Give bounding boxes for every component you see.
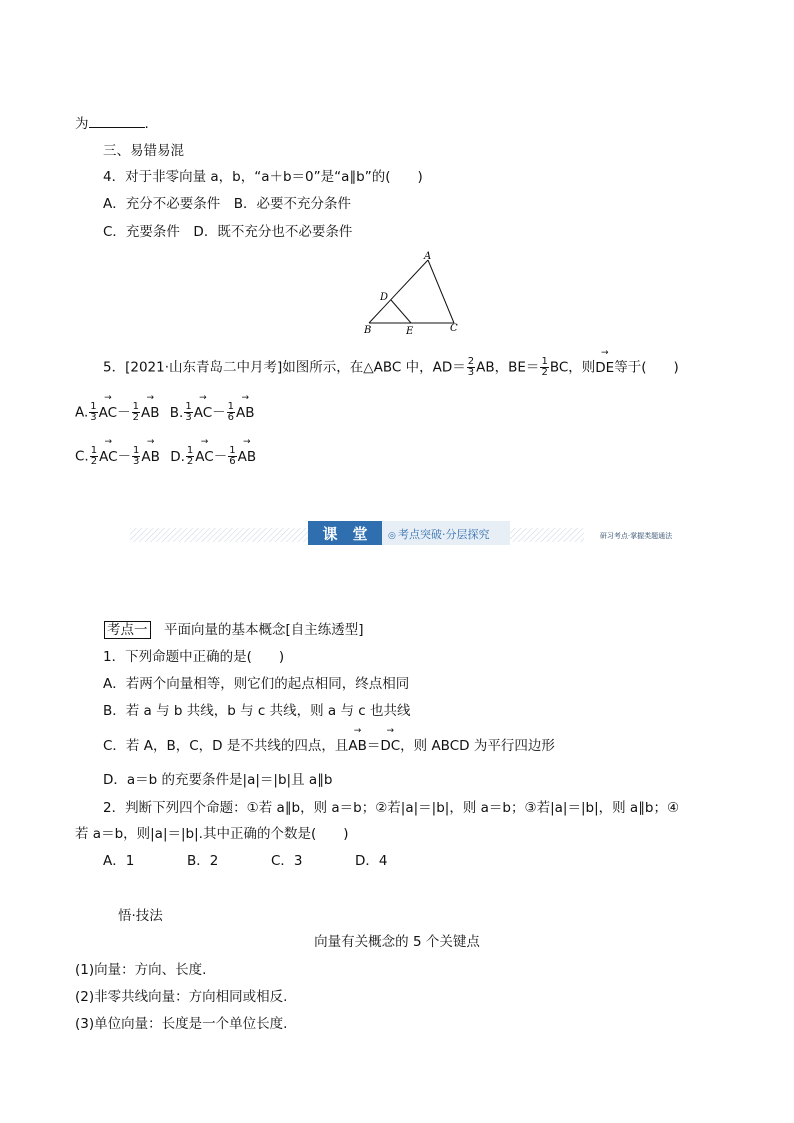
q5-stem xyxy=(103,347,679,378)
fraction xyxy=(132,446,140,467)
banner-bullet: ◎ xyxy=(388,531,396,541)
q1-option-a: A．若两个向量相等，则它们的起点相同，终点相同 xyxy=(103,676,410,692)
wei-text: 为 xyxy=(75,116,89,132)
q1-stem: 1．下列命题中正确的是( ) xyxy=(103,649,285,665)
fraction xyxy=(228,446,236,467)
q5-options-cd xyxy=(75,436,257,467)
equals: ＝ xyxy=(366,738,381,754)
option-label: C. xyxy=(75,448,89,465)
label-d: D xyxy=(380,292,389,303)
fraction xyxy=(89,402,97,423)
vector-label: AB xyxy=(348,738,367,754)
minus: － xyxy=(117,448,132,465)
q2-options xyxy=(103,851,439,871)
q1-option-c xyxy=(103,726,555,756)
vector-ab: → AB xyxy=(141,436,160,465)
fraction-den: 2 xyxy=(541,367,548,378)
option-label: B. xyxy=(169,404,184,421)
q5-text-2: AB，BE＝ xyxy=(476,359,540,376)
vector-ab: → AB xyxy=(348,726,367,754)
vector-ab: → AB xyxy=(237,436,257,465)
q4-options-cd: C．充要条件 D．既不充分也不必要条件 xyxy=(103,224,353,240)
fraction-num: 1 xyxy=(227,401,235,412)
point-1: (1)向量：方向、长度. xyxy=(75,962,207,978)
q1-c-text-post: ，则 ABCD 为平行四边形 xyxy=(400,738,555,754)
fraction-num: 1 xyxy=(90,401,97,412)
fraction-den: 6 xyxy=(227,412,235,423)
vector-label: AB xyxy=(140,404,160,421)
fraction xyxy=(186,446,194,467)
q4-options-ab: A．充分不必要条件 B．必要不充分条件 xyxy=(103,196,351,212)
fraction-den: 3 xyxy=(185,412,192,423)
kaodian-title: 平面向量的基本概念[自主练透型] xyxy=(150,622,364,638)
minus: － xyxy=(213,448,228,465)
q2-option-d: D．4 xyxy=(355,853,388,869)
section-heading: 三、易错易混 xyxy=(103,143,184,159)
vector-label: AB xyxy=(141,448,160,465)
wu-heading: 悟·技法 xyxy=(118,908,163,924)
banner-subtitle: 考点突破·分层探究 xyxy=(398,528,490,541)
point-3: (3)单位向量：长度是一个单位长度. xyxy=(75,1016,288,1032)
vector-label: AB xyxy=(236,404,255,421)
minus: － xyxy=(117,404,131,421)
fraction-num: 1 xyxy=(132,401,139,412)
vector-ac: → AC xyxy=(99,436,118,465)
q1-option-b: B．若 a 与 b 共线，b 与 c 共线，则 a 与 c 也共线 xyxy=(103,703,411,719)
minus: － xyxy=(212,404,226,421)
vector-ab: → AB xyxy=(140,392,160,421)
q1-c-text: C．若 A，B，C，D 是不共线的四点，且 xyxy=(103,738,349,754)
vector-ac: → AC xyxy=(193,392,213,421)
vector-label: DE xyxy=(595,359,615,376)
kaodian-tag: 考点一 xyxy=(104,621,151,639)
fraction-num: 1 xyxy=(541,356,548,367)
option-label: A. xyxy=(75,404,89,421)
q1-option-d: D．a＝b 的充要条件是|a|＝|b|且 a∥b xyxy=(103,772,333,788)
q2-option-a: A．1 xyxy=(103,853,135,869)
fraction xyxy=(184,402,192,423)
fraction xyxy=(227,402,235,423)
q2-option-c: C．3 xyxy=(271,853,303,869)
vector-ac: → AC xyxy=(98,392,118,421)
q5-text-3: BC，则 xyxy=(549,359,596,376)
fraction-num: 1 xyxy=(90,445,98,456)
fraction-num: 1 xyxy=(229,445,236,456)
vector-label: AC xyxy=(195,448,214,465)
q4-stem: 4．对于非零向量 a，b，“a＋b＝0”是“a∥b”的( ) xyxy=(103,169,423,185)
option-label: D. xyxy=(170,448,185,465)
fraction xyxy=(132,402,140,423)
q5-text-1: 5．[2021·山东青岛二中月考]如图所示，在△ABC 中，AD＝ xyxy=(103,359,466,376)
fraction-den: 2 xyxy=(90,456,98,467)
q2-line-2: 若 a＝b，则|a|＝|b|.其中正确的个数是( ) xyxy=(75,826,349,842)
period: . xyxy=(144,116,149,132)
vector-label: AC xyxy=(99,448,118,465)
fraction-num: 2 xyxy=(467,356,475,367)
fraction xyxy=(467,357,475,378)
vector-dc: → DC xyxy=(380,726,401,754)
key-points-title: 向量有关概念的 5 个关键点 xyxy=(314,934,480,950)
label-b: B xyxy=(364,325,372,336)
vector-label: AB xyxy=(237,448,257,465)
fraction-num: 1 xyxy=(186,445,194,456)
vector-label: DC xyxy=(380,738,401,754)
blank-line xyxy=(75,114,149,134)
point-2: (2)非零共线向量：方向相同或相反. xyxy=(75,989,288,1005)
fraction-den: 2 xyxy=(186,456,194,467)
section-banner xyxy=(130,517,690,553)
fraction-den: 2 xyxy=(132,412,139,423)
label-c: C xyxy=(450,323,458,334)
vector-ab: → AB xyxy=(236,392,255,421)
q2-option-b: B．2 xyxy=(187,853,219,869)
fraction xyxy=(90,446,98,467)
label-e: E xyxy=(406,326,414,336)
banner-right-text: 研习考点·掌握类题通法 xyxy=(599,532,673,540)
triangle-figure xyxy=(360,250,470,336)
banner-title: 课 堂 xyxy=(322,525,368,543)
kaodian-heading xyxy=(104,620,364,640)
label-a: A xyxy=(424,251,432,262)
vector-label: AC xyxy=(193,404,213,421)
fraction-num: 1 xyxy=(185,401,192,412)
fraction-den: 6 xyxy=(229,456,236,467)
q2-line-1: 2．判断下列四个命题：①若 a∥b，则 a＝b；②若|a|＝|b|，则 a＝b；③若|a|＝|b|，则 a∥b；④ xyxy=(103,800,680,816)
fraction-den: 3 xyxy=(133,456,140,467)
q5-options-ab xyxy=(75,392,255,423)
fraction-den: 3 xyxy=(467,367,475,378)
answer-blank xyxy=(89,114,145,128)
fraction-num: 1 xyxy=(133,445,140,456)
vector-de: → DE xyxy=(595,347,615,376)
vector-ac: → AC xyxy=(195,436,214,465)
fraction xyxy=(540,357,548,378)
q5-text-4: 等于( ) xyxy=(614,359,679,376)
vector-label: AC xyxy=(98,404,118,421)
fraction-den: 3 xyxy=(90,412,97,423)
